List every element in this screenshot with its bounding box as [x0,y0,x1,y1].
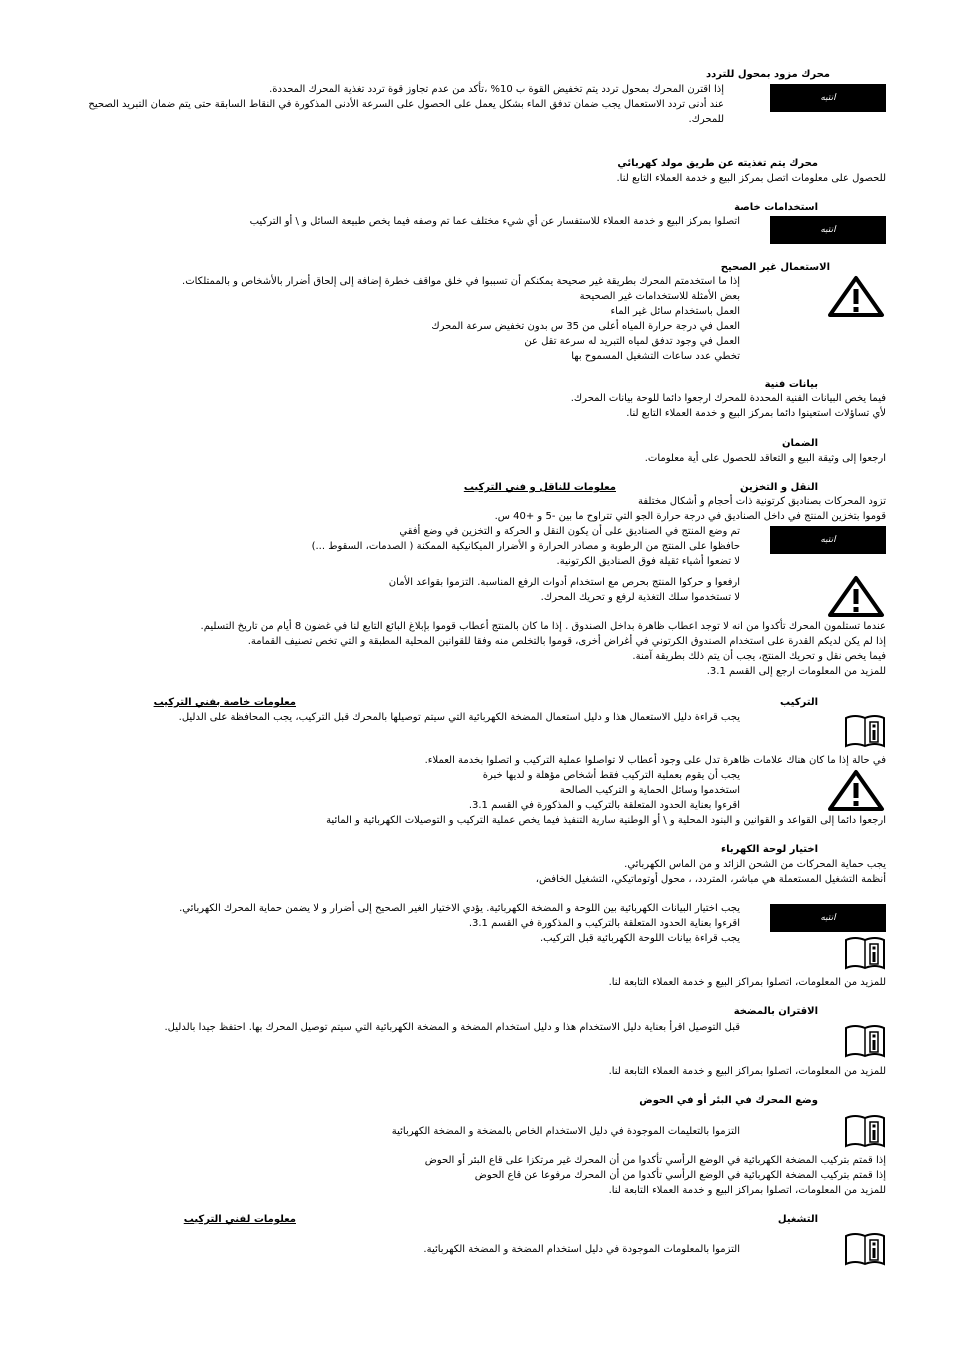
section-title: استخدامات خاصة [734,202,818,213]
paragraph [389,575,740,605]
paragraph [326,813,886,828]
text-line: للمحرك. [688,114,724,125]
warning-icon [826,274,886,318]
text-line: إذا قمتم بتركيب المضخة الكهربائية في الوضع الرأسي تأكدوا من أن المحرك مرفوعا عن قاع الحوض [474,1170,886,1181]
manual-book-icon [844,934,886,972]
paragraph [495,494,886,524]
text-line: أنظمة التشغيل المستعملة هي مباشر، المتردد، ، محول أوتوماتيكي، التشغيل الخافض، [535,874,886,885]
text-line: يجب أن يقوم بعملية التركيب فقط أشخاص مؤهلة و لديها خبرة [482,770,740,781]
text-line: اقرءوا بعناية الحدود المتعلقة بالتركيب و المذكورة في القسم 3.1. [468,918,740,929]
text-line: إذا قمتم بتركيب المضخة الكهربائية في الوضع الرأسي تأكدوا من أن المحرك غير مرتكزا على قاع البئر أو الحوض [424,1155,886,1166]
text-line: فيما يخص نقل و تحريك المنتج، يجب أن يتم ذلك بطريقة آمنة. [632,651,886,662]
text-line: في حالة إذا ما كان هناك علامات ظاهرة تدل على وجود أعطاب لا تواصلوا عملية التركيب و اتصلوا بخدمة العملاء. [424,755,886,766]
paragraph [312,524,740,569]
section-title: الاستعمال غير الصحيح [720,262,830,273]
text-line: اقرءوا بعناية الحدود المتعلقة بالتركيب و المذكورة في القسم 3.1. [468,800,740,811]
text-line: لأي تساؤلات استعينوا دائما بمركز البيع و خدمة العملاء التابع لنا. [626,408,886,419]
paragraph [536,857,886,887]
manual-book-icon [844,1230,886,1268]
warning-icon [826,768,886,812]
paragraph [609,975,886,990]
manual-book-icon [844,1112,886,1150]
text-line: العمل في وجود تدفق لمياه التبريد له سرعة تقل عن [524,336,740,347]
text-line: إذا ما استخدمتم المحرك بطريقة غير صحيحة يمكنكم أن تسببوا في خلق مواقف خطرة إضافة إلى إلحاق أضرار بالأشخاص و بالممتلكات. [182,276,740,287]
text-line: لا تستخدموا سلك التغذية لرفع و تحريك المحرك. [540,592,740,603]
text-line: حافظوا على المنتج من الرطوبة و مصادر الحرارة و الأضرار الميكانيكية الممكنة ( الصدمات، السقوط ...) [311,541,740,552]
text-line: للحصول على معلومات اتصل بمركز البيع و خدمة العملاء التابع لنا. [616,173,886,184]
section-title: التركيب [780,697,818,708]
text-line: يجب حماية المحركات من الشحن الزائد و من الماس الكهربائي. [624,859,886,870]
paragraph [616,171,886,186]
paragraph [179,901,740,946]
text-line: قبل التوصيل اقرأ بعناية دليل الاستخدام هذا و دليل استخدام المضخة و المضخة الكهربائية التي سيتم توصيل المحرك بها. احتفظ جيدا بالدليل. [164,1022,740,1033]
text-line: للمزيد من المعلومات، اتصلوا بمراكز البيع و خدمة العملاء التابعة لنا. [608,1066,886,1077]
section-title: التشغيل [777,1214,818,1225]
section-title: الاقتران بالمضخة [733,1006,818,1017]
text-line: إذا اقترن المحرك بمحول تردد يتم تخفيض القوة ب 10% ،تأكد من عدم تجاوز قوة تردد تغذية المحرك المحددة. [269,84,724,95]
paragraph [469,768,740,813]
text-line: عندما تستلمون المحرك تأكدوا من انه لا توجد اعطاب ظاهرة بداخل الصندوق . إذا ما كان بالمنتج أعطاب قوموا بإبلاغ البائع التابع لنا في غضون 8 أيام من تاريخ التسليم. [200,621,886,632]
text-line: لا تضعوا أشياء ثقيلة فوق الصناديق الكرتونية. [556,556,740,567]
text-line: ارجعوا دائما إلى القواعد و القوانين و البنود المحلية و \ أو الوطنية سارية التنفيذ فيما يخص عملية التركيب و التوصيلات الكهربائية و المائية [326,815,886,826]
notice-label: انتبه [820,913,836,923]
text-line: بعض الأمثلة للاستخدامات غير الصحيحة [579,291,740,302]
paragraph [571,391,886,421]
notice-label: انتبه [820,535,836,545]
text-line: العمل في درجة حرارة المياه أعلى من 35 س بدون تخفيض سرعة المحرك [431,321,740,332]
text-line: ارفعوا و حركوا المنتج بحرص مع استخدام أدوات الرفع المناسبة. التزموا بقواعد الأمان [388,577,740,588]
text-line: للمزيد من المعلومات ارجع إلى القسم 3.1. [706,666,886,677]
text-line: يجب اختيار البيانات الكهربائية بين اللوحة و المضخة الكهربائية. يؤدي الاختيار الغير الصحيح إلى أضرار و لا يضمن حماية المحرك الكهربائي. [179,903,740,914]
text-line: اتصلوا بمركز البيع و خدمة العملاء للاستفسار عن أي شيء مختلف عما تم وصفه فيما يخص طبيعة السائل و \ أو التركيب [249,216,740,227]
text-line: يجب قراءة دليل الاستعمال هذا و دليل استعمال المضخة الكهربائية التي سيتم توصيلها بالمحرك قبل التركيب، يجب المحافظة على الدليل. [178,712,740,723]
text-line: ارجعوا إلى وثيقة البيع و التعاقد للحصول على أية معلومات. [644,453,886,464]
paragraph [182,274,740,364]
notice-label: انتبه [820,225,836,235]
section-title: بيانات فنية [764,379,818,390]
section-subtitle: معلومات لفني التركيب [183,1214,296,1225]
text-line: للمزيد من المعلومات، اتصلوا بمراكز البيع و خدمة العملاء التابعة لنا. [608,977,886,988]
paragraph [425,753,886,768]
paragraph [423,1242,740,1257]
text-line: إذا لم يكن لديكم القدرة على استخدام الصندوق الكرتوني في أغراض أخرى، قوموا بالتخلص منه وفقا للقوانين المحلية المطبقة و التي تخص تصنيف القمامة. [247,636,886,647]
paragraph [179,710,740,725]
text-line: عند أدنى تردد الاستعمال يجب ضمان تدفق الماء بشكل يعمل على الحصول على السرعة الأدنى المذكورة في النقاط السابقة حتى يتم ضمان التبريد الصحيح [88,99,724,110]
text-line: قوموا بتخزين المنتج في داخل الصناديق في درجة حرارة الجو التي تتراوح ما بين -5 و +40 س. [494,511,886,522]
notice-box [770,216,886,244]
text-line: فيما يخص البيانات الفنية المحددة للمحرك ارجعوا دائما للوحة بيانات المحرك. [570,393,886,404]
notice-label: انتبه [820,93,836,103]
manual-book-icon [844,1022,886,1060]
section-title: محرك يتم تغذيته عن طريق مولد كهربائي [617,158,818,169]
text-line: العمل باستخدام سائل غير الماء [610,306,740,317]
notice-box [770,84,886,112]
section-subtitle: معلومات للناقل و فني التركيب [463,482,616,493]
paragraph [201,619,886,679]
text-line: التزموا بالتعليمات الموجودة في دليل الاستخدام الخاص بالمضخة و المضخة الكهربائية [391,1126,740,1137]
paragraph [250,214,740,229]
manual-book-icon [844,712,886,750]
paragraph [392,1124,740,1139]
paragraph [609,1064,886,1079]
paragraph [645,451,886,466]
section-title: الضمان [781,438,818,449]
text-line: تزود المحركات بصناديق كرتونية ذات أحجام و أشكال مختلفة [638,496,886,507]
paragraph [165,1020,741,1035]
text-line: يجب قراءة بيانات اللوحة الكهربائية قبل التركيب. [539,933,740,944]
text-line: تخطي عدد ساعات التشغيل المسموح بها [571,351,740,362]
section-subtitle: معلومات خاصة بفني التركيب [153,697,296,708]
text-line: تم وضع المنتج في الصناديق على أن يكون النقل و الحركة و التخزين في وضع أفقي [399,526,740,537]
text-line: استخدموا وسائل الحماية و التركيب الصالحة [559,785,740,796]
section-title: محرك مزود بمحول للتردد [705,69,830,80]
notice-box [770,904,886,932]
notice-box [770,526,886,554]
paragraph [425,1153,886,1198]
paragraph [88,82,724,127]
section-title: وضع المحرك في البئر أو في الحوض [639,1095,818,1106]
section-title: اختيار لوحة الكهرباء [720,844,818,855]
text-line: للمزيد من المعلومات، اتصلوا بمراكز البيع و خدمة العملاء التابعة لنا. [608,1185,886,1196]
warning-icon [826,574,886,618]
text-line: التزموا بالمعلومات الموجودة في دليل استخدام المضخة و المضخة الكهربائية. [423,1244,740,1255]
section-title: النقل و التخزين [739,482,818,493]
